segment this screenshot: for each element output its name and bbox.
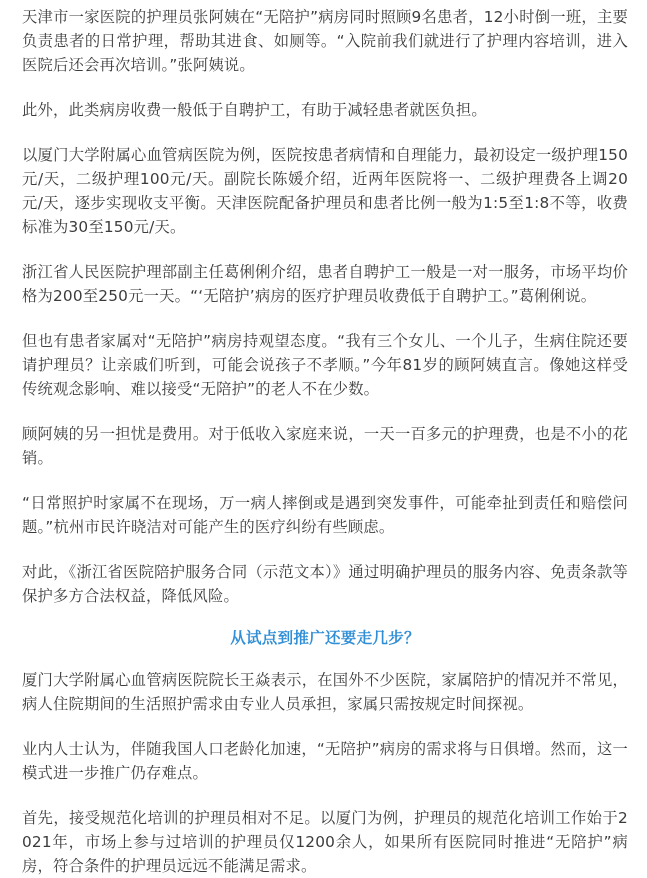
article-paragraph: 业内人士认为，伴随我国人口老龄化加速，“无陪护”病房的需求将与日俱增。然而，这一模式进一步推广仍存难点。 — [22, 740, 628, 782]
article-paragraph: 但也有患者家属对“无陪护”病房持观望态度。“我有三个女儿、一个儿子，生病住院还要请护理员？让亲戚们听到，可能会说孩子不孝顺。”今年81岁的顾阿姨直言。像她这样受传统观念影响、难以接受“无陪护”的老人不在少数。 — [22, 332, 628, 398]
article-body — [0, 5, 647, 878]
article-paragraph: 厦门大学附属心血管病医院院长王焱表示，在国外不少医院，家属陪护的情况并不常见，病人住院期间的生活照护需求由专业人员承担，家属只需按规定时间探视。 — [22, 671, 628, 713]
article-paragraph: 对此，《浙江省医院陪护服务合同（示范文本）》通过明确护理员的服务内容、免责条款等保护多方合法权益，降低风险。 — [22, 563, 628, 605]
article-paragraph: “日常照护时家属不在现场，万一病人摔倒或是遇到突发事件，可能牵扯到责任和赔偿问题。”杭州市民许晓洁对可能产生的医疗纠纷有些顾虑。 — [22, 494, 628, 536]
article-paragraph: 浙江省人民医院护理部副主任葛俐俐介绍，患者自聘护工一般是一对一服务，市场平均价格为200至250元一天。“‘无陪护’病房的医疗护理员收费低于自聘护工。”葛俐俐说。 — [22, 263, 628, 305]
section-heading: 从试点到推广还要走几步？ — [230, 629, 420, 647]
article-paragraph: 天津市一家医院的护理员张阿姨在“无陪护”病房同时照顾9名患者，12小时倒一班，主要负责患者的日常护理，帮助其进食、如厕等。“入院前我们就进行了护理内容培训，进入医院后还会再次培训。”张阿姨说。 — [22, 8, 628, 74]
article-paragraph: 此外，此类病房收费一般低于自聘护工，有助于减轻患者就医负担。 — [22, 101, 487, 119]
article-paragraph: 首先，接受规范化培训的护理员相对不足。以厦门为例，护理员的规范化培训工作始于2021年，市场上参与过培训的护理员仅1200余人，如果所有医院同时推进“无陪护”病房，符合条件的护理员远远不能满足需求。 — [22, 809, 628, 875]
article-paragraph: 以厦门大学附属心血管病医院为例，医院按患者病情和自理能力，最初设定一级护理150元/天，二级护理100元/天。副院长陈媛介绍，近两年医院将一、二级护理费各上调20元/天，逐步实现收支平衡。天津医院配备护理员和患者比例一般为1:5至1:8不等，收费标准为30至150元/天。 — [22, 146, 628, 236]
article-paragraph: 顾阿姨的另一担忧是费用。对于低收入家庭来说，一天一百多元的护理费，也是不小的花销。 — [22, 425, 628, 467]
